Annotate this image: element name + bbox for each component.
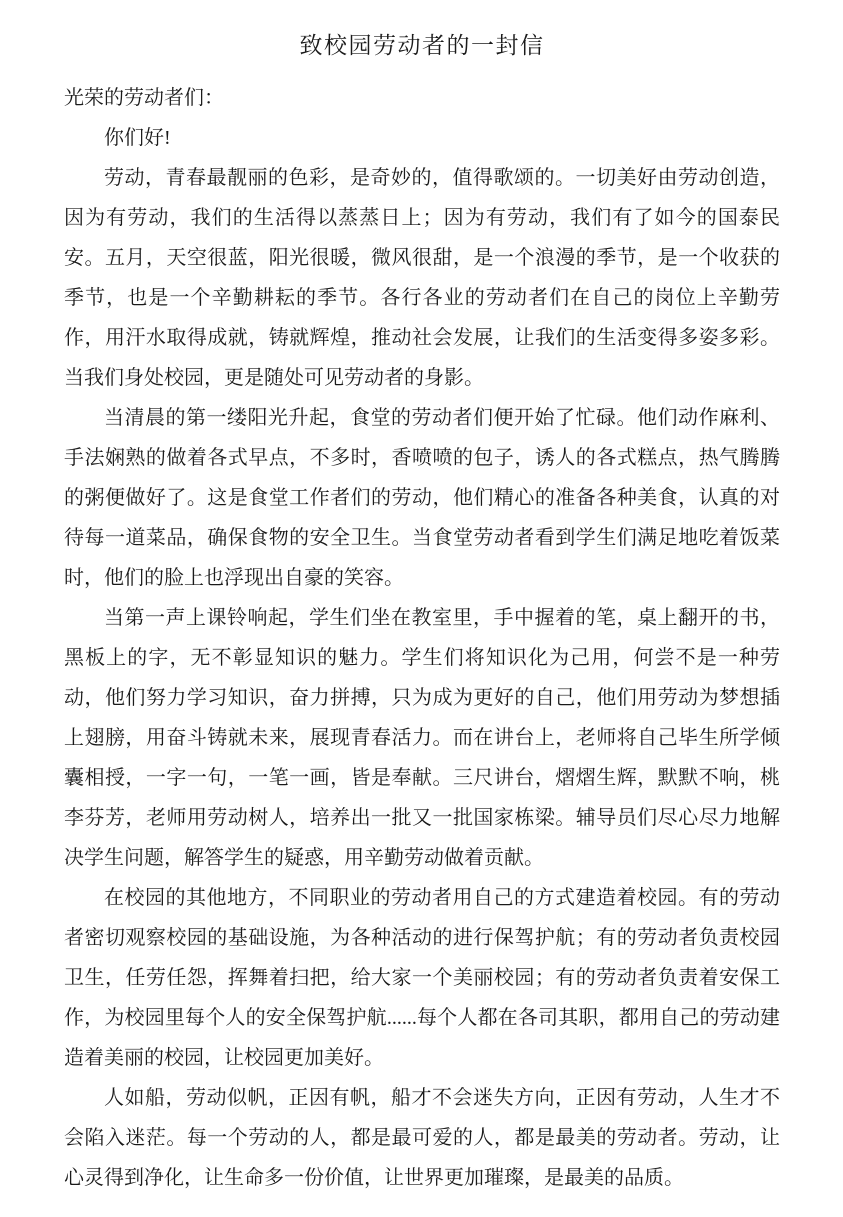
letter-body: [64, 78, 780, 1198]
salutation-line: 光荣的劳动者们：: [64, 87, 224, 109]
letter-title: 致校园劳动者的一封信: [299, 33, 545, 58]
greeting-line: 你们好!: [104, 127, 171, 149]
paragraph-5: 人如船，劳动似帆，正因有帆，船才不会迷失方向，正因有劳动，人生才不会陷入迷茫。每一个劳动的人，都是最可爱的人，都是最美的劳动者。劳动，让心灵得到净化，让生命多一份价值，让世界更加璀璨，是最美的品质。: [64, 1087, 780, 1189]
paragraph-3: 当第一声上课铃响起，学生们坐在教室里，手中握着的笔，桌上翻开的书，黑板上的字，无不彰显知识的魅力。学生们将知识化为己用，何尝不是一种劳动，他们努力学习知识，奋力拼搏，只为成为更好的自己，他们用劳动为梦想插上翅膀，用奋斗铸就未来，展现青春活力。而在讲台上，老师将自己毕生所学倾囊相授，一字一句，一笔一画，皆是奉献。三尺讲台，熠熠生辉，默默不响，桃李芬芳，老师用劳动树人，培养出一批又一批国家栋梁。辅导员们尽心尽力地解决学生问题，解答学生的疑惑，用辛勤劳动做着贡献。: [64, 607, 780, 869]
paragraph-4: 在校园的其他地方，不同职业的劳动者用自己的方式建造着校园。有的劳动者密切观察校园的基础设施，为各种活动的进行保驾护航；有的劳动者负责校园卫生，任劳任怨，挥舞着扫把，给大家一个美丽校园；有的劳动者负责着安保工作，为校园里每个人的安全保驾护航......每个人都在各司其职，都用自己的劳动建造着美丽的校园，让校园更加美好。: [64, 887, 780, 1069]
paragraph-1: 劳动，青春最靓丽的色彩，是奇妙的，值得歌颂的。一切美好由劳动创造，因为有劳动，我们的生活得以蒸蒸日上；因为有劳动，我们有了如今的国泰民安。五月，天空很蓝，阳光很暖，微风很甜，是一个浪漫的季节，是一个收获的季节，也是一个辛勤耕耘的季节。各行各业的劳动者们在自己的岗位上辛勤劳作，用汗水取得成就，铸就辉煌，推动社会发展，让我们的生活变得多姿多彩。当我们身处校园，更是随处可见劳动者的身影。: [64, 167, 780, 389]
paragraph-2: 当清晨的第一缕阳光升起，食堂的劳动者们便开始了忙碌。他们动作麻利、手法娴熟的做着各式早点，不多时，香喷喷的包子，诱人的各式糕点，热气腾腾的粥便做好了。这是食堂工作者们的劳动，他们精心的准备各种美食，认真的对待每一道菜品，确保食物的安全卫生。当食堂劳动者看到学生们满足地吃着饭菜时，他们的脸上也浮现出自豪的笑容。: [64, 407, 780, 589]
